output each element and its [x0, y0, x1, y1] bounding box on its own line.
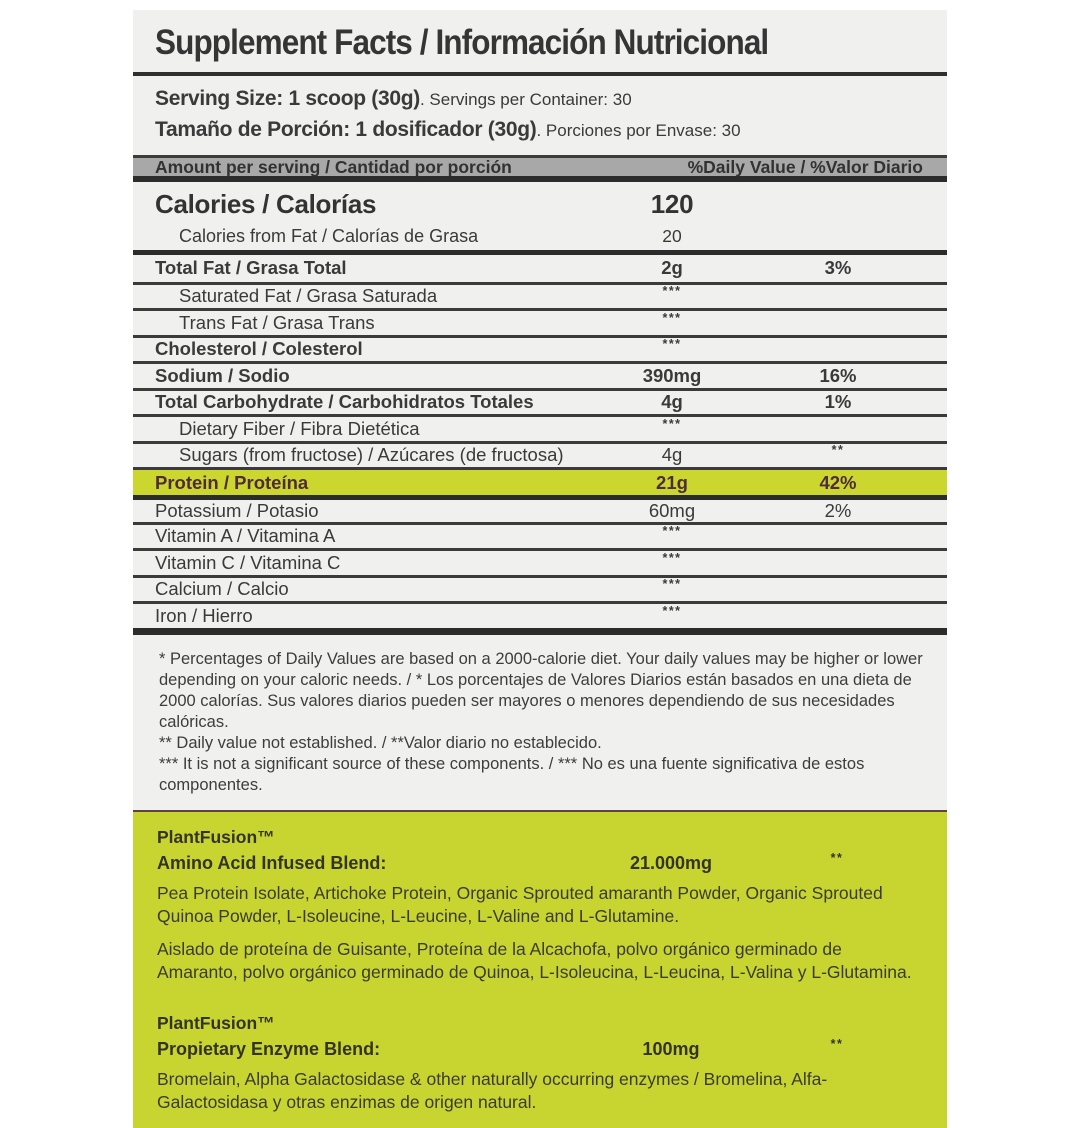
row-trans-fat — [133, 308, 947, 335]
nutrient-label: Sugars (from fructose) / Azúcares (de fructosa) — [179, 444, 564, 466]
nutrient-label: Calcium / Calcio — [155, 578, 289, 600]
row-sodium — [133, 361, 947, 388]
nutrient-label: Potassium / Potasio — [155, 499, 319, 521]
nutrient-label: Vitamin C / Vitamina C — [155, 551, 341, 573]
row-vitamin-c — [133, 548, 947, 575]
blend-ingredients-en: Pea Protein Isolate, Artichoke Protein, Organic Sprouted amaranth Powder, Organic Sprouted Quinoa Powder, L-Isoleucine, L-Leucine, L-Valine and L-Glutamine. — [157, 882, 883, 926]
footnote-daily-values: * Percentages of Daily Values are based on a 2000-calorie diet. Your daily values may be higher or lower depending on your caloric needs. / * Los porcentajes de Valores Diarios están basados en una dieta de 2000 calorías. Sus valores diarios pueden ser mayores o menores dependiendo de sus necesidades calóricas. — [159, 649, 923, 731]
label-title: Supplement Facts / Información Nutricional — [155, 23, 769, 62]
amount-value: *** — [662, 577, 682, 592]
serving-size-es-bold: Tamaño de Porción: 1 dosificador (30g) — [155, 118, 537, 141]
nutrient-label: Cholesterol / Colesterol — [155, 338, 363, 360]
blend-name-row — [157, 1036, 923, 1062]
calories-value: 120 — [650, 188, 694, 219]
row-sugars — [133, 441, 947, 468]
nutrient-label: Saturated Fat / Grasa Saturada — [179, 285, 438, 307]
amount-value: *** — [662, 603, 682, 618]
row-calcium — [133, 575, 947, 602]
daily-value: 2% — [824, 499, 852, 521]
blend-dv: ** — [830, 1036, 844, 1051]
daily-value-header: %Daily Value / %Valor Diario — [687, 156, 923, 177]
calories-from-fat-value: 20 — [662, 225, 682, 246]
nutrient-label: Dietary Fiber / Fibra Dietética — [179, 417, 420, 439]
row-total-carbohydrate — [133, 388, 947, 415]
footnotes — [133, 635, 947, 808]
column-header-bar — [133, 155, 947, 182]
amount-value: 4g — [661, 391, 683, 413]
blend-name-row — [157, 850, 923, 876]
serving-size-en — [155, 84, 925, 115]
amount-value: *** — [662, 337, 682, 352]
amount-value: *** — [662, 310, 682, 325]
amount-value: *** — [662, 416, 682, 431]
amount-value: 390mg — [642, 364, 702, 386]
blend-dv: ** — [830, 850, 844, 865]
amino-acid-blend-section — [133, 812, 947, 998]
nutrient-label: Iron / Hierro — [155, 604, 253, 626]
nutrient-label: Trans Fat / Grasa Trans — [179, 311, 375, 333]
serving-info — [133, 76, 947, 155]
blend-amount: 21.000mg — [629, 852, 713, 873]
nutrient-label: Vitamin A / Vitamina A — [155, 525, 336, 547]
nutrient-label: Protein / Proteína — [155, 471, 309, 493]
nutrient-label: Total Fat / Grasa Total — [155, 257, 347, 279]
daily-value: ** — [831, 443, 845, 458]
brand-name: PlantFusion™ — [157, 1012, 275, 1033]
daily-value: 1% — [824, 391, 852, 413]
blend-ingredients-bilingual: Bromelain, Alpha Galactosidase & other naturally occurring enzymes / Bromelina, Alfa-Galactosidasa y otras enzimas de origen natural. — [157, 1068, 828, 1112]
serving-size-es — [155, 115, 925, 146]
calories-from-fat-label: Calories from Fat / Calorías de Grasa — [179, 225, 479, 246]
blend-name: Propietary Enzyme Blend: — [157, 1038, 381, 1059]
amount-value: 2g — [661, 257, 683, 279]
row-total-fat — [133, 255, 947, 282]
calories-from-fat-row — [133, 222, 947, 250]
blend-ingredients-es: Aislado de proteína de Guisante, Proteína de la Alcachofa, polvo orgánico germinado de Amaranto, polvo orgánico germinado de Quinoa, L-Isoleucina, L-Leucina, L-Valina y L-Glutamina. — [157, 938, 912, 982]
row-iron — [133, 601, 947, 628]
footnote-not-established: ** Daily value not established. / **Valor diario no establecido. — [159, 733, 602, 752]
row-dietary-fiber — [133, 414, 947, 441]
calories-row — [133, 186, 947, 222]
title-bar — [133, 10, 947, 76]
footnote-not-significant: *** It is not a significant source of these components. / *** No es una fuente significativa de estos componentes. — [159, 754, 865, 794]
row-potassium — [133, 495, 947, 522]
nutrient-label: Sodium / Sodio — [155, 364, 290, 386]
daily-value: 3% — [824, 257, 852, 279]
nutrient-label: Total Carbohydrate / Carbohidratos Totales — [155, 391, 534, 413]
servings-per-container-en: . Servings per Container: 30 — [419, 90, 632, 109]
calories-block — [133, 182, 947, 255]
blend-name: Amino Acid Infused Blend: — [157, 852, 387, 873]
serving-size-en-bold: Serving Size: 1 scoop (30g) — [155, 87, 420, 110]
row-vitamin-a — [133, 522, 947, 549]
brand-name: PlantFusion™ — [157, 826, 275, 847]
blend-amount: 100mg — [642, 1038, 700, 1059]
calories-label: Calories / Calorías — [155, 188, 377, 219]
amount-value: *** — [662, 284, 682, 299]
daily-value: 16% — [819, 364, 857, 386]
enzyme-blend-section — [133, 998, 947, 1128]
row-protein-highlighted — [133, 467, 947, 495]
amount-value: 21g — [656, 471, 688, 493]
row-saturated-fat — [133, 282, 947, 309]
amount-value: 4g — [661, 444, 683, 466]
supplement-facts-label — [133, 10, 947, 1112]
nutrient-rows — [133, 255, 947, 635]
row-cholesterol — [133, 335, 947, 362]
amount-value: *** — [662, 524, 682, 539]
amount-value: 60mg — [648, 499, 696, 521]
daily-value: 42% — [819, 471, 857, 493]
amount-per-serving-header: Amount per serving / Cantidad por porción — [155, 156, 512, 177]
amount-value: *** — [662, 550, 682, 565]
servings-per-container-es: . Porciones por Envase: 30 — [536, 121, 741, 140]
